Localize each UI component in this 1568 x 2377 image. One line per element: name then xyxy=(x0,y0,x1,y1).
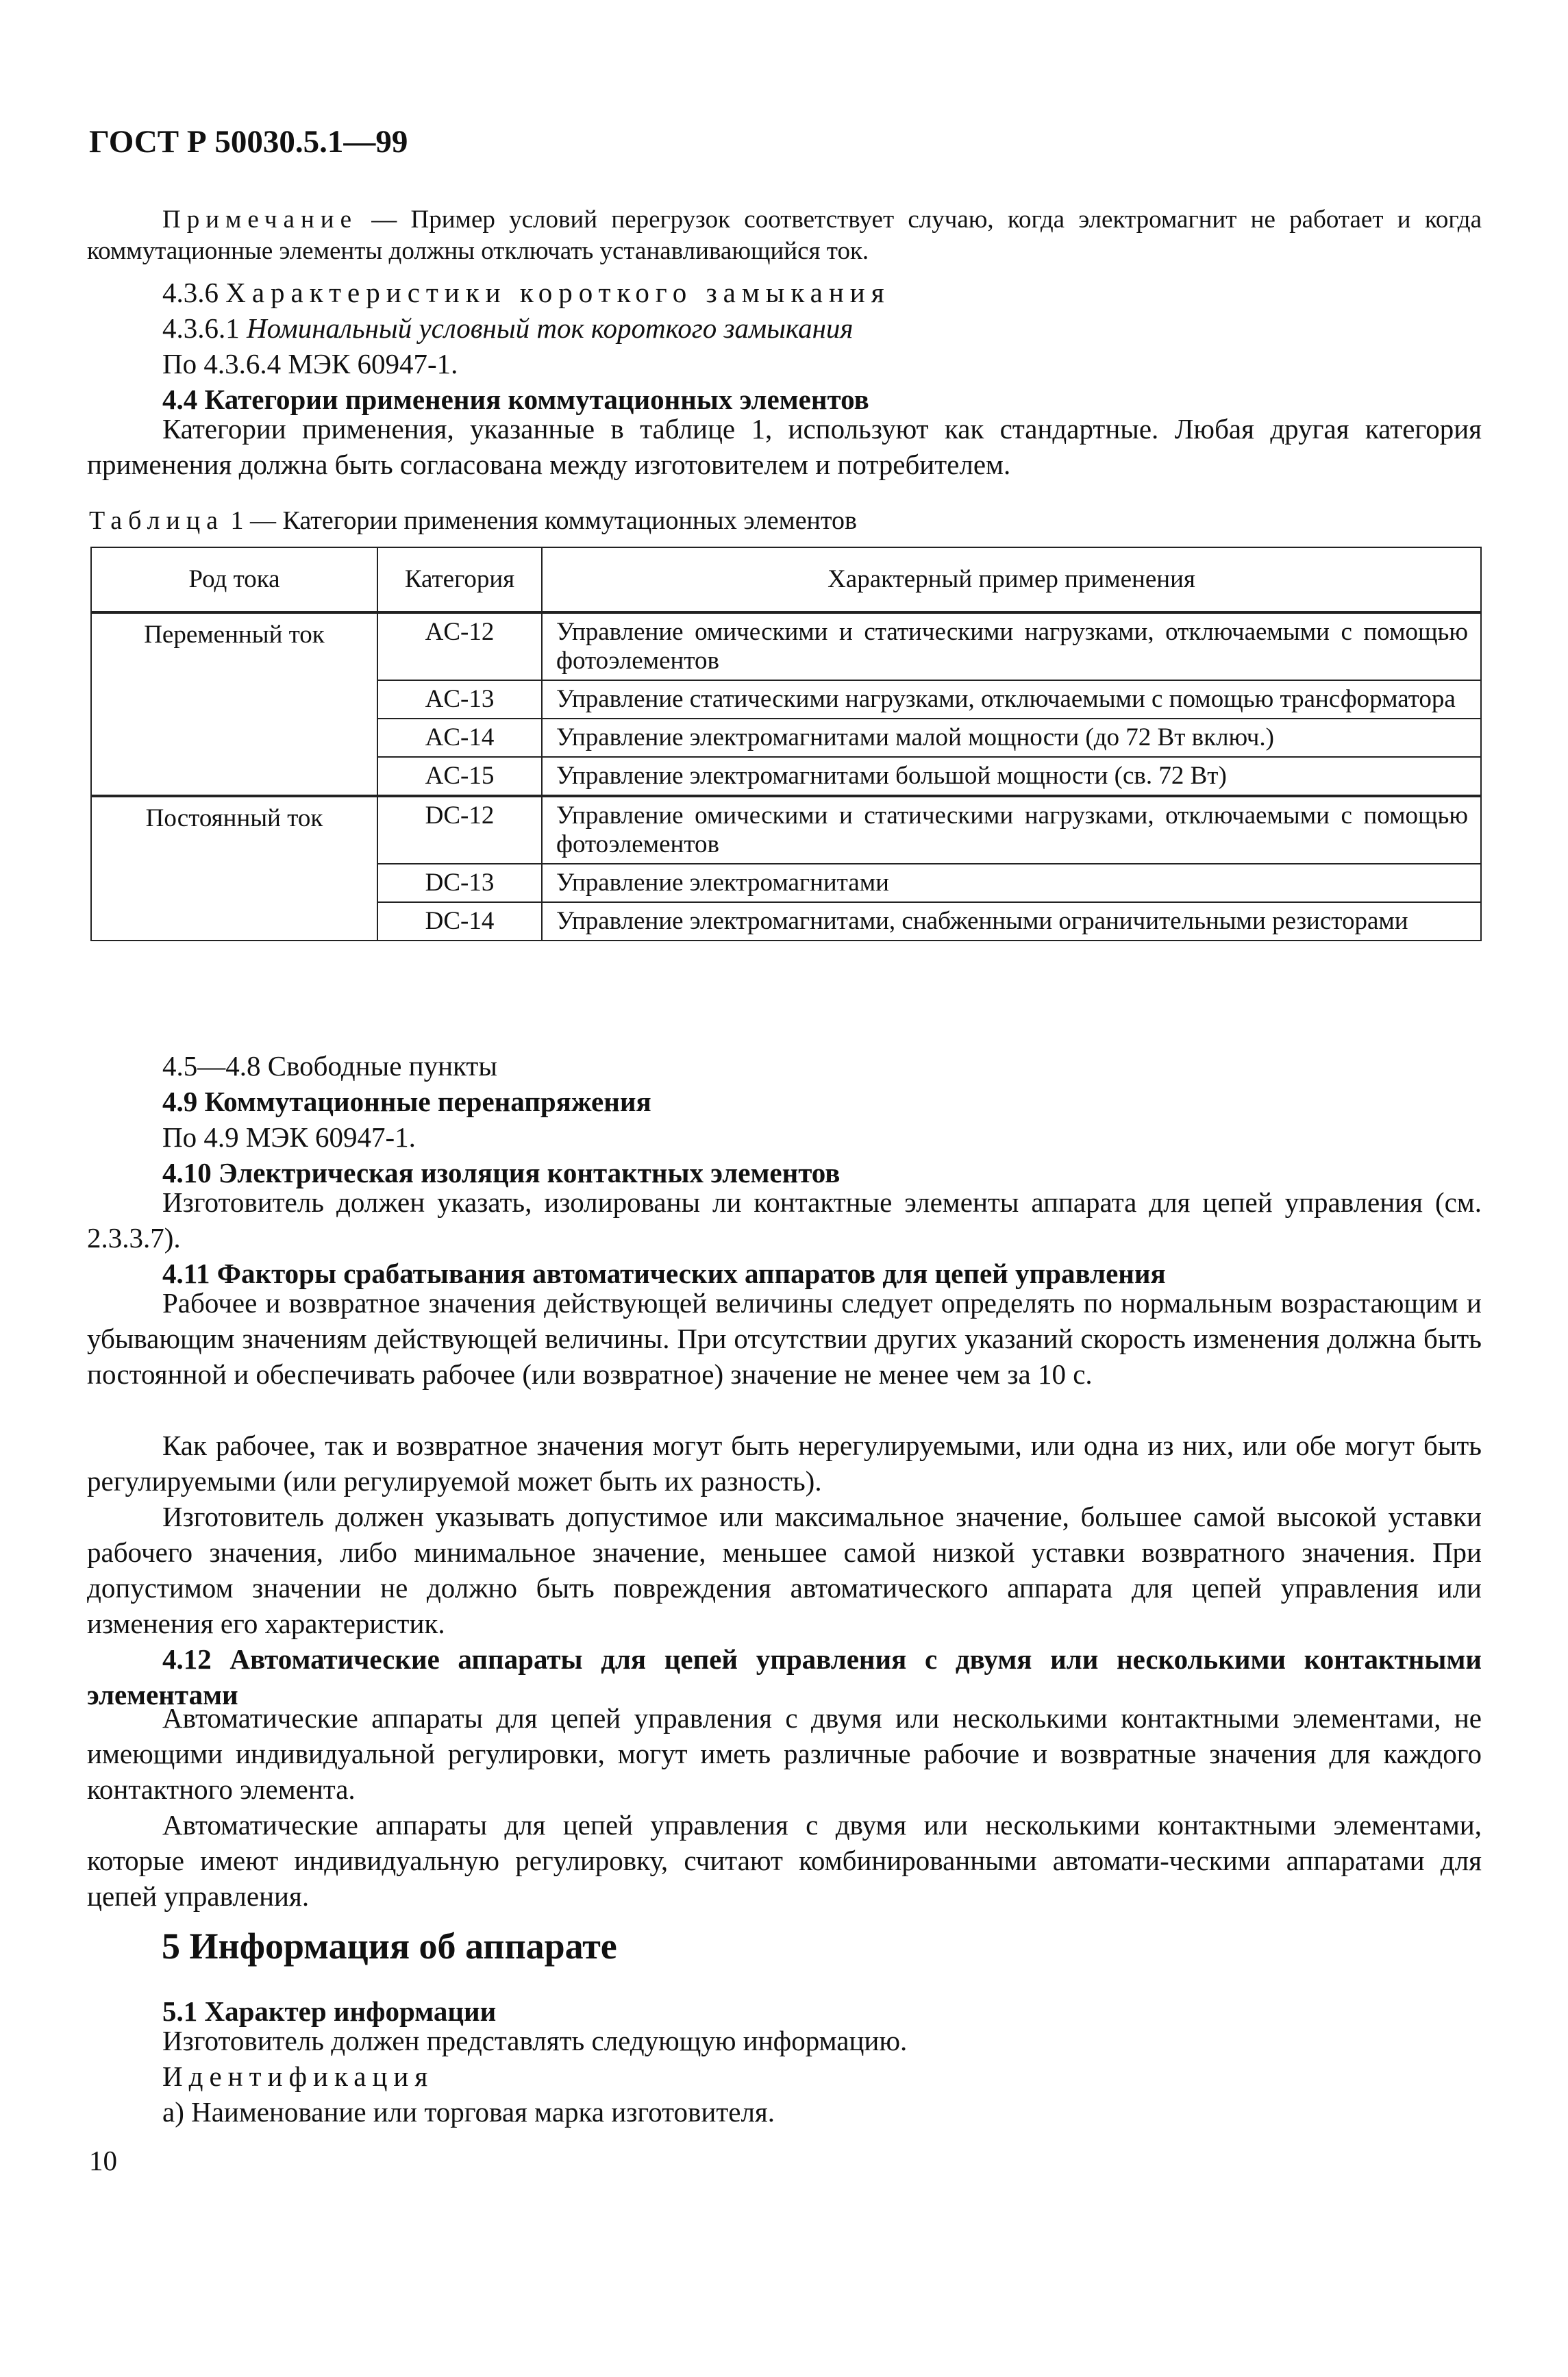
section-number: 4.3.6 xyxy=(162,277,219,308)
category-cell: AC-14 xyxy=(377,719,542,757)
note-text: — Пример условий перегрузок соответствует случаю, когда электромагнит не работает и когда коммутационные элементы должны отключать устанавливающийся ток. xyxy=(87,206,1482,265)
section-4-11-paragraph: Рабочее и возвратное значения действующей величины следует определять по нормальным возрастающим и убывающим значениям действующей величины. При отсутствии других указаний скорость изменения должна быть постоянной и обеспечивать рабочее (или возвратное) значение не менее чем за 10 с. xyxy=(87,1287,1482,1390)
header-current-type: Род тока xyxy=(91,547,377,612)
table-caption xyxy=(89,505,857,536)
table-caption-label: Таблица xyxy=(89,506,225,535)
section-title: Номинальный условный ток короткого замыкания xyxy=(247,312,854,344)
table-caption-text: 1 — Категории применения коммутационных элементов xyxy=(230,506,857,535)
section-4-3-6-heading xyxy=(87,275,1482,310)
header-example: Характерный пример применения xyxy=(542,547,1481,612)
section-4-5-4-8: 4.5—4.8 Свободные пункты xyxy=(162,1050,497,1082)
section-5-1-text: Изготовитель должен представлять следующую информацию. xyxy=(162,2025,908,2056)
section-4-3-6-1-text: По 4.3.6.4 МЭК 60947-1. xyxy=(162,348,458,379)
example-cell: Управление статическими нагрузками, отключаемыми с помощью трансформатора xyxy=(542,680,1481,719)
section-4-9-heading: 4.9 Коммутационные перенапряжения xyxy=(162,1086,651,1117)
category-cell: AC-15 xyxy=(377,757,542,796)
example-cell: Управление электромагнитами, снабженными ограничительными резисторами xyxy=(542,902,1481,941)
note-paragraph xyxy=(87,204,1482,267)
table-row xyxy=(91,796,1481,864)
list-item-a: а) Наименование или торговая марка изготовителя. xyxy=(162,2096,775,2128)
category-cell: AC-12 xyxy=(377,612,542,680)
section-4-4-text: Категории применения, указанные в таблице 1, используют как стандартные. Любая другая категория применения должна быть согласована между изготовителем и потребителем. xyxy=(87,413,1482,480)
example-cell: Управление электромагнитами малой мощности (до 72 Вт включ.) xyxy=(542,719,1481,757)
categories-table xyxy=(90,547,1482,941)
section-4-12-paragraph: Автоматические аппараты для цепей управления с двумя или несколькими контактными элементами, которые имеют индивидуальную регулировку, считают комбинированными автомати-ческими аппаратами для цепей управления. xyxy=(87,1809,1482,1912)
current-type-cell: Постоянный ток xyxy=(91,796,377,941)
category-cell: DC-12 xyxy=(377,796,542,864)
identification-subheading: Идентификация xyxy=(162,2061,434,2092)
page-number: 10 xyxy=(89,2145,117,2176)
section-4-10-heading: 4.10 Электрическая изоляция контактных элементов xyxy=(162,1157,841,1188)
section-number: 4.3.6.1 xyxy=(162,312,240,344)
header-category: Категория xyxy=(377,547,542,612)
section-5-heading: 5 Информация об аппарате xyxy=(162,1926,617,1967)
note-label: Примечание xyxy=(162,206,358,234)
document-code: ГОСТ Р 50030.5.1—99 xyxy=(89,124,408,160)
section-4-3-6-1-heading xyxy=(87,310,1482,346)
section-4-12-paragraph: Автоматические аппараты для цепей управления с двумя или несколькими контактными элементами, не имеющими индивидуальной регулировки, могут иметь различные рабочие и возвратные значения для каждого контактного элемента. xyxy=(87,1702,1482,1805)
example-cell: Управление электромагнитами xyxy=(542,864,1481,902)
table-row xyxy=(91,612,1481,680)
example-cell: Управление омическими и статическими нагрузками, отключаемыми с помощью фотоэлементов xyxy=(542,796,1481,864)
category-cell: AC-13 xyxy=(377,680,542,719)
example-cell: Управление омическими и статическими нагрузками, отключаемыми с помощью фотоэлементов xyxy=(542,612,1481,680)
section-4-12-heading: 4.12 Автоматические аппараты для цепей управления с двумя или несколькими контактными элементами xyxy=(87,1643,1482,1710)
section-4-11-paragraph: Как рабочее, так и возвратное значения могут быть нерегулируемыми, или одна из них, или обе могут быть регулируемыми (или регулируемой может быть их разность). xyxy=(87,1430,1482,1497)
category-cell: DC-14 xyxy=(377,902,542,941)
section-4-9-text: По 4.9 МЭК 60947-1. xyxy=(162,1121,416,1153)
category-cell: DC-13 xyxy=(377,864,542,902)
section-5-1-heading: 5.1 Характер информации xyxy=(162,1995,497,2027)
example-cell: Управление электромагнитами большой мощности (св. 72 Вт) xyxy=(542,757,1481,796)
section-4-10-text: Изготовитель должен указать, изолированы ли контактные элементы аппарата для цепей управления (см. 2.3.3.7). xyxy=(87,1186,1482,1254)
section-4-4-heading: 4.4 Категории применения коммутационных элементов xyxy=(162,384,869,415)
table-header-row xyxy=(91,547,1481,612)
section-4-11-heading: 4.11 Факторы срабатывания автоматических аппаратов для цепей управления xyxy=(162,1258,1166,1289)
section-4-11-paragraph: Изготовитель должен указывать допустимое или максимальное значение, большее самой высокой уставки рабочего значения, либо минимальное значение, меньшее самой низкой уставки возвратного значения. При допустимом значении не должно быть повреждения автоматического аппарата для цепей управления или изменения его характеристик. xyxy=(87,1501,1482,1639)
current-type-cell: Переменный ток xyxy=(91,612,377,796)
section-title: Характеристики короткого замыкания xyxy=(225,277,891,308)
